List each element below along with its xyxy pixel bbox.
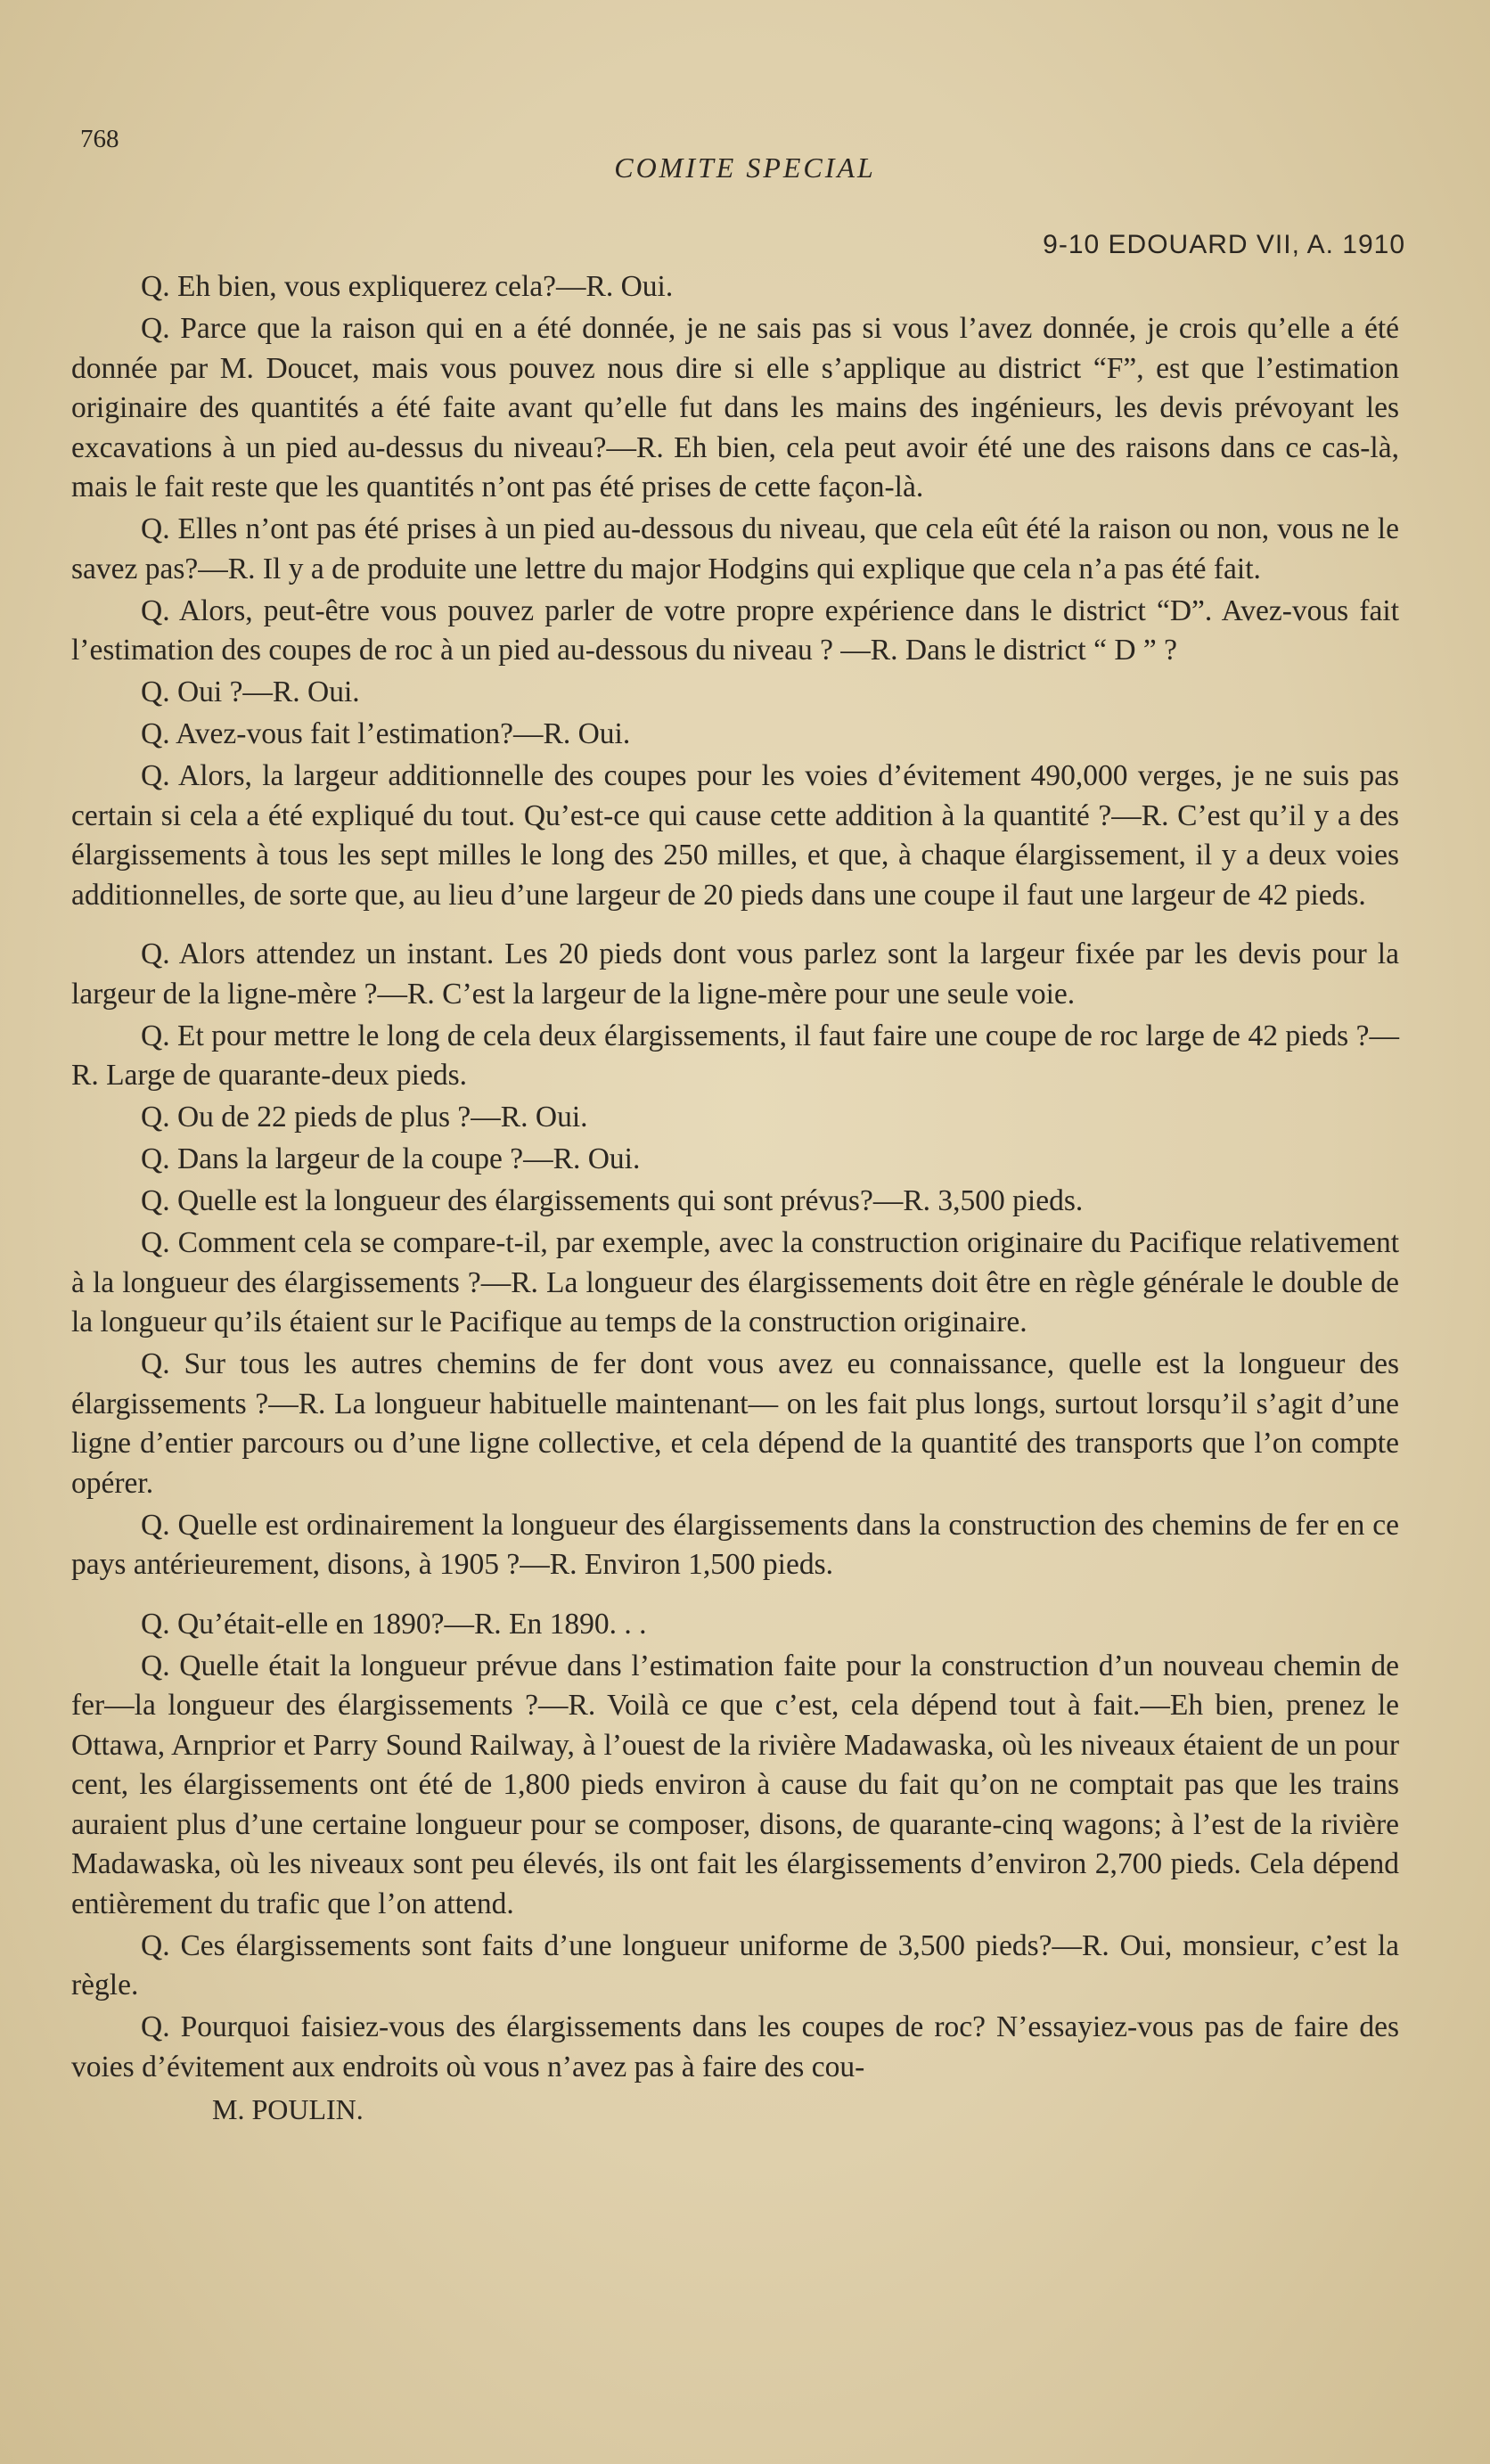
paragraph: Q. Quelle était la longueur prévue dans l’estimation faite pour la construction d’un nouveau chemin de fer—la longueur des élargissements ?—R. Voilà ce que c’est, cela dépend tout à fait.—Eh bien, prenez le Ottawa, Arnprior et Parry Sound Railway, à l’ouest de la rivière Madawaska, où les niveaux étaient de un pour cent, les élargissements ont été de 1,800 pieds environ à cause du fait qu’on ne comptait pas que les trains auraient plus d’une certaine longueur pour se composer, disons, de quarante-cinq wagons; à l’est de la rivière Madawaska, où les niveaux sont peu élevés, ils ont fait les élargissements d’environ 2,700 pieds. Cela dépend entièrement du trafic que l’on attend. [71,1649,1399,1920]
session-heading: 9-10 EDOUARD VII, A. 1910 [1043,230,1405,259]
paragraph: Q. Elles n’ont pas été prises à un pied au-dessous du niveau, que cela eût été la raison ou non, vous ne le savez pas?—R. Il y a de produite une lettre du major Hodgins qui explique que cela n’a pas été fait. [71,512,1399,585]
signature: M. POULIN. [212,2092,364,2125]
paragraph: Q. Pourquoi faisiez-vous des élargissements dans les coupes de roc? N’essayiez-vous pas de faire des voies d’évitement aux endroits où vous n’avez pas à faire des cou- [71,2010,1399,2083]
paragraph: Q. Alors attendez un instant. Les 20 pieds dont vous parlez sont la largeur fixée par les devis pour la largeur de la ligne-mère ?—R. C’est la largeur de la ligne-mère pour une seule voie. [71,937,1399,1011]
paragraph: Q. Alors, peut-être vous pouvez parler de votre propre expérience dans le district “D”. Avez-vous fait l’estimation des coupes de roc à un pied au-dessous du niveau ? —R. Dans le district “ D ” ? [71,593,1399,667]
paragraph: Q. Ces élargissements sont faits d’une longueur uniforme de 3,500 pieds?—R. Oui, monsieur, c’est la règle. [71,1928,1399,2001]
paragraph: Q. Et pour mettre le long de cela deux élargissements, il faut faire une coupe de roc large de 42 pieds ?—R. Large de quarante-deux pieds. [71,1019,1399,1092]
paragraph: Q. Comment cela se compare-t-il, par exemple, avec la construction originaire du Pacifique relativement à la longueur des élargissements ?—R. La longueur des élargissements doit être en règle générale le double de la longueur qu’ils étaient sur le Pacifique au temps de la construction originaire. [71,1226,1399,1338]
paragraph: Q. Quelle est la longueur des élargissements qui sont prévus?—R. 3,500 pieds. [141,1184,1084,1217]
paragraph: Q. Parce que la raison qui en a été donnée, je ne sais pas si vous l’avez donnée, je crois qu’elle a été donnée par M. Doucet, mais vous pouvez nous dire si elle s’applique au district “F”, est que l’estimation originaire des quantités a été faite avant qu’elle fut dans les mains des ingénieurs, les devis prévoyant les excavations à un pied au-dessus du niveau?—R. Eh bien, cela peut avoir été une des raisons dans ce cas-là, mais le fait reste que les quantités n’ont pas été prises de cette façon-là. [71,312,1399,503]
paragraph: Q. Dans la largeur de la coupe ?—R. Oui. [141,1142,641,1175]
body-text [71,267,1399,2132]
running-title: COMITE SPECIAL [614,151,876,184]
paragraph: Q. Sur tous les autres chemins de fer dont vous avez eu connaissance, quelle est la longueur des élargissements ?—R. La longueur habituelle maintenant— on les fait plus longs, surtout lorsqu’il s’agit d’une ligne d’entier parcours ou d’une ligne collective, et cela dépend de la quantité des transports que l’on compte opérer. [71,1347,1399,1500]
paragraph: Q. Alors, la largeur additionnelle des coupes pour les voies d’évitement 490,000 verges, je ne suis pas certain si cela a été expliqué du tout. Qu’est-ce qui cause cette addition à la quantité ?—R. C’est qu’il y a des élargissements à tous les sept milles le long des 250 milles, et que, à chaque élargissement, il y a deux voies additionnelles, de sorte que, au lieu d’une largeur de 20 pieds dans une coupe il faut une largeur de 42 pieds. [71,759,1399,912]
paragraph: Q. Ou de 22 pieds de plus ?—R. Oui. [141,1101,588,1134]
paragraph: Q. Avez-vous fait l’estimation?—R. Oui. [141,717,631,750]
paragraph: Q. Oui ?—R. Oui. [141,675,360,708]
paragraph: Q. Eh bien, vous expliquerez cela?—R. Oui. [141,270,674,303]
page-number: 768 [80,125,119,153]
paragraph: Q. Qu’était-elle en 1890?—R. En 1890. . . [141,1607,647,1641]
paragraph: Q. Quelle est ordinairement la longueur des élargissements dans la construction des chemins de fer en ce pays antérieurement, disons, à 1905 ?—R. Environ 1,500 pieds. [71,1508,1399,1581]
